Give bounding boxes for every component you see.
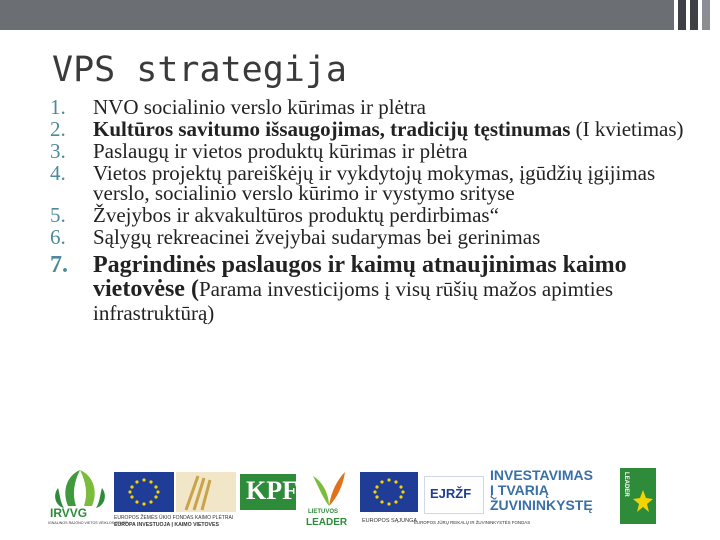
wheat-icon <box>176 472 236 512</box>
slide-title: VPS strategija <box>52 50 348 90</box>
eu-flag-icon <box>360 472 418 512</box>
list-item: 2. Kultūros savitumo išsaugojimas, tradicijų tęstinumas (I kvietimas) <box>50 117 684 141</box>
top-bar-main <box>0 0 674 30</box>
eu-union-logo: EUROPOS SĄJUNGA <box>360 466 420 528</box>
top-bar-segment <box>690 0 698 30</box>
lietuvos-leader-logo: LIETUVOS LEADER <box>306 466 352 528</box>
top-bar <box>0 0 720 30</box>
top-bar-segment <box>678 0 686 30</box>
leader-emblem-logo: LEADER <box>620 466 660 528</box>
investavimas-logo: INVESTAVIMAS Į TVARIĄ ŽUVININKYSTĘ <box>490 467 593 513</box>
ejrzf-logo: EJRŽF EUROPOS JŪRŲ REIKALŲ IR ŽUVININKYSTĖS FONDAS <box>424 466 484 528</box>
strategy-list <box>50 97 710 327</box>
list-item: 7. Pagrindinės paslaugos ir kaimų atnaujinimas kaimo vietovėse (Parama investicijoms į visų rūšių mažos apimties infrastruktūrą) <box>50 252 627 325</box>
top-bar-segment <box>702 0 710 30</box>
irvvg-leaf-icon <box>48 466 112 510</box>
leaf-sprout-icon <box>309 468 349 508</box>
eu-agri-fund-logo: EUROPOS ŽEMĖS ŪKIO FONDAS KAIMO PLĖTRAI EUROPA INVESTUOJA Į KAIMO VIETOVES <box>114 466 294 528</box>
star-leaf-icon <box>632 488 654 514</box>
list-item: 1. NVO socialinio verslo kūrimas ir plėtra <box>50 95 427 119</box>
kpf-logo: KPF <box>240 466 298 528</box>
logo-strip <box>48 466 708 532</box>
list-item: 3. Paslaugų ir vietos produktų kūrimas ir plėtra <box>50 139 468 163</box>
irvvg-logo: IRVVG IGNALINOS RAJONO VIETOS VEIKLOS GRUPĖ <box>48 466 112 528</box>
list-item: 6. Sąlygų rekreacinei žvejybai sudarymas bei gerinimas <box>50 225 541 249</box>
list-item: 5. Žvejybos ir akvakultūros produktų perdirbimas“ <box>50 203 499 227</box>
eu-flag-icon <box>114 472 174 512</box>
list-item: 4. Vietos projektų pareiškėjų ir vykdytojų mokymas, įgūdžių įgijimas verslo, socialinio verslo kūrimo ir vystymo srityse <box>50 161 656 205</box>
